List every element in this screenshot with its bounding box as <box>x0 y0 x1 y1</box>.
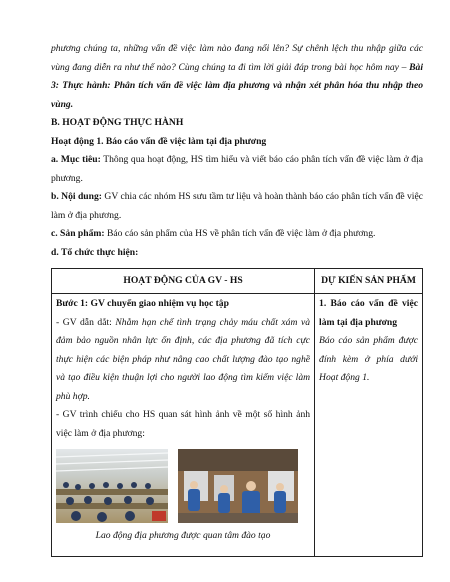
intro-text: phương chúng ta, những vấn đề việc làm nào đang nổi lên? Sự chênh lệch thu nhập giữa các vùng đang diễn ra như thế nào? Cùng chúng ta đi tìm lời giải đáp trong bài học hôm nay – <box>51 43 423 73</box>
table-header-row <box>52 269 423 294</box>
item-c-text: Báo cáo sản phẩm của HS về phân tích vấn đề việc làm ở địa phương. <box>104 228 376 239</box>
item-a <box>51 151 423 188</box>
electronics-workers-image <box>178 449 298 523</box>
right-title: 1. Báo cáo vấn đề việc làm tại địa phương <box>319 298 418 328</box>
table-row <box>52 294 423 557</box>
header-right: DỰ KIẾN SẢN PHẨM <box>315 269 423 294</box>
right-text: Báo cáo sản phẩm được đính kèm ở phía dưới Hoạt động 1. <box>319 335 418 383</box>
gv-prefix: - GV dẫn dắt: <box>56 316 116 328</box>
left-cell <box>52 294 315 557</box>
header-left: HOẠT ĐỘNG CỦA GV - HS <box>52 269 315 294</box>
photo-caption: Lao động địa phương được quan tâm đào tạo <box>95 530 271 541</box>
factory-workers-image <box>56 449 168 523</box>
gv-intro <box>56 314 310 407</box>
intro-paragraph <box>51 40 423 114</box>
item-b <box>51 188 423 225</box>
lesson-title: Bài 3: Thực hành: Phân tích vấn đề việc làm địa phương và nhận xét phân hóa thu nhập theo vùng. <box>51 61 423 110</box>
section-title: B. HOẠT ĐỘNG THỰC HÀNH <box>51 117 184 128</box>
gv-quote: Nhằm hạn chế tình trạng chảy máu chất xám và đảm bảo nguồn nhân lực ổn định, các địa phương đã tích cực thực hiện các biện pháp như nâng cao chất lượng đào tạo nghề và tạo điều kiện thuận lợi cho người lao động tìm kiếm việc làm phù hợp. <box>56 316 311 402</box>
item-b-text: GV chia các nhóm HS sưu tầm tư liệu và hoàn thành báo cáo phân tích vấn đề việc làm ở địa phương. <box>51 191 423 221</box>
item-d-label: d. Tổ chức thực hiện: <box>51 246 139 258</box>
document-page <box>51 40 423 557</box>
activity-table <box>51 268 423 557</box>
item-b-label: b. Nội dung: <box>51 191 102 202</box>
step1-title: Bước 1: GV chuyển giao nhiệm vụ học tập <box>56 298 229 309</box>
activity-title: Hoạt động 1. Báo cáo vấn đề việc làm tại địa phương <box>51 135 267 147</box>
photo-row <box>56 449 310 523</box>
item-a-label: a. Mục tiêu: <box>51 154 101 165</box>
item-a-text: Thông qua hoạt động, HS tìm hiểu và viết báo cáo phân tích vấn đề việc làm ở địa phương. <box>51 154 423 184</box>
gv-show: - GV trình chiếu cho HS quan sát hình ảnh về một số hình ảnh việc làm ở địa phương: <box>56 409 311 439</box>
item-c <box>51 225 423 244</box>
right-cell <box>315 294 423 557</box>
item-c-label: c. Sản phẩm: <box>51 228 105 239</box>
